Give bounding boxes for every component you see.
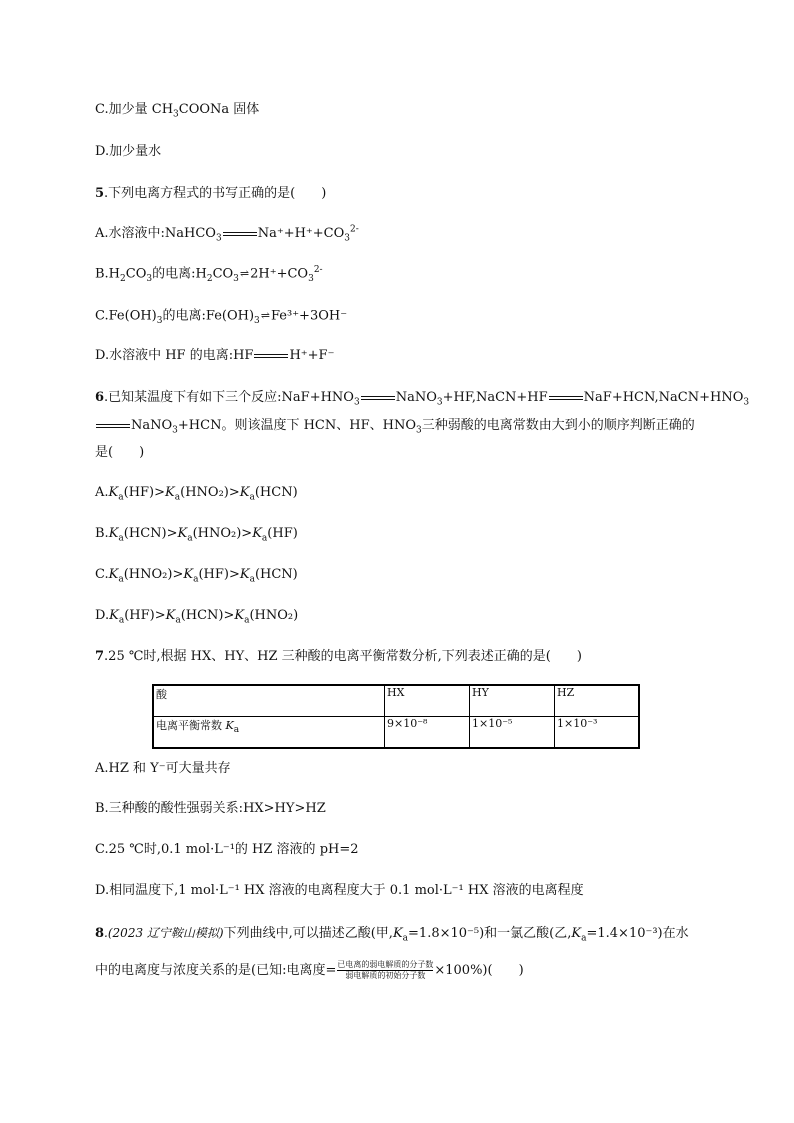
q7-option-b: B.三种酸的酸性强弱关系:HX>HY>HZ bbox=[95, 801, 326, 816]
table-cell: HX bbox=[385, 685, 470, 717]
table-cell: 酸 bbox=[153, 685, 385, 717]
q5-option-a: A.水溶液中:NaHCO$_3$ $Na^++H^++CO_3^{2-}$ bbox=[95, 224, 359, 244]
q6-stem-line2: NaNO$_3$+HCN。则该温度下 HCN、HF、$HNO_3$三种弱酸的电离常数由大到小的顺序判断正确的 bbox=[95, 416, 695, 436]
table-row bbox=[153, 685, 639, 717]
table-cell: HZ bbox=[555, 685, 640, 717]
equals-arrow bbox=[254, 354, 288, 358]
q7-option-c: C.25 ℃时,0.1 mol·L⁻¹的 HZ 溶液的 pH=2 bbox=[95, 842, 359, 857]
equals-arrow bbox=[223, 232, 257, 236]
ionization-fraction: $\frac{\text{已电离的弱电解质的分子数}}{\text{弱电解质的初始分子数}}$ bbox=[337, 960, 434, 980]
q5-stem: 5.下列电离方程式的书写正确的是( ) bbox=[95, 186, 327, 201]
table-row bbox=[153, 717, 639, 749]
q4-option-d: D.加少量水 bbox=[95, 144, 162, 159]
table-cell: 9×10⁻⁸ bbox=[385, 717, 470, 749]
q5-option-b: $B.H_2CO_3$的电离$:H_2CO_3\rightleftharpoons 2H^++CO_3^{2-}$ bbox=[95, 265, 323, 285]
table-cell: 电离平衡常数 $K_a$ bbox=[153, 717, 385, 749]
q5-option-d: D.水溶液中 HF 的电离:HF H⁺+F⁻ bbox=[95, 348, 335, 363]
q6-option-b: $B.K_a(HCN)>K_a(HNO_2)>K_a(HF)$ bbox=[95, 526, 298, 544]
q6-stem-line1: 6.已知某温度下有如下三个反应$:NaF+HNO_3$ NaNO$_3$+HF,NaCN+HF $NaF+HCN,NaCN+HNO_3$ bbox=[95, 390, 750, 408]
q6-stem-line3: 是( ) bbox=[95, 445, 145, 460]
reversible-arrow: ⇌ bbox=[239, 267, 250, 280]
reversible-arrow: ⇌ bbox=[260, 309, 270, 322]
table-cell: 1×10⁻⁵ bbox=[470, 717, 555, 749]
table-cell: HY bbox=[470, 685, 555, 717]
q5-option-c: $C.Fe(OH)_3$的电离$:Fe(OH)_3\rightleftharpoons Fe^{3+}+3OH^-$ bbox=[95, 306, 347, 327]
q7-stem: 7.25 ℃时,根据 HX、HY、HZ 三种酸的电离平衡常数分析,下列表述正确的是( ) bbox=[95, 649, 582, 664]
q7-option-a: A.HZ 和 Y⁻可大量共存 bbox=[95, 761, 231, 776]
q6-option-a: $A.K_a(HF)>K_a(HNO_2)>K_a(HCN)$ bbox=[95, 485, 298, 503]
table-cell: 1×10⁻³ bbox=[555, 717, 640, 749]
q6-option-d: $D.K_a(HF)>K_a(HCN)>K_a(HNO_2)$ bbox=[95, 608, 299, 626]
q8-stem-line2: 中的电离度与浓度关系的是(已知:电离度= $\frac{\text{已电离的弱电解质的分子数}}{\text{弱电解质的初始分子数}}$ ×100%)( ) bbox=[95, 960, 524, 980]
ka-table bbox=[152, 684, 640, 749]
q4-option-c: C.加少量 $CH_3COONa$ 固体 bbox=[95, 102, 260, 120]
q7-option-d: D.相同温度下,1 mol·L⁻¹ HX 溶液的电离程度大于 0.1 mol·L⁻¹ HX 溶液的电离程度 bbox=[95, 883, 584, 898]
q6-option-c: $C.K_a(HNO_2)>K_a(HF)>K_a(HCN)$ bbox=[95, 567, 298, 585]
q8-stem-line1: 8.(2023 辽宁鞍山模拟)下列曲线中,可以描述乙酸(甲$,K_a=1.8\times 10^{-5}$)和一氯乙酸(乙$,K_a=1.4\times 10^{-3}$)在水 bbox=[95, 926, 689, 944]
